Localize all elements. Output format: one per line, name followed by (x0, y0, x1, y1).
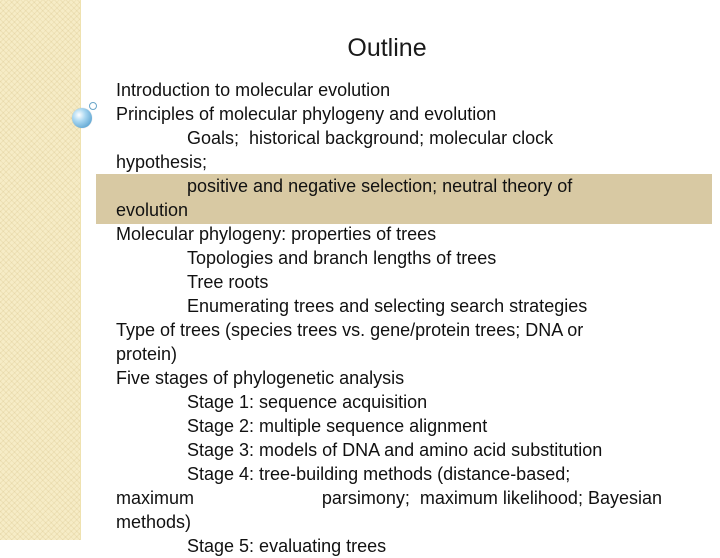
outline-list (116, 78, 662, 558)
outline-line: Principles of molecular phylogeny and evolution (116, 104, 497, 124)
outline-line: Stage 2: multiple sequence alignment (187, 416, 488, 436)
outline-line: Five stages of phylogenetic analysis (116, 368, 405, 388)
outline-line: positive and negative selection; neutral theory of (187, 176, 573, 196)
outline-line: Stage 4: tree-building methods (distance-based; (187, 464, 571, 484)
outline-line: evolution (116, 200, 189, 220)
outline-line-split (116, 486, 662, 510)
outline-line: Enumerating trees and selecting search strategies (187, 296, 588, 316)
outline-line: Type of trees (species trees vs. gene/protein trees; DNA or (116, 320, 584, 340)
outline-line: Tree roots (187, 272, 269, 292)
outline-line: protein) (116, 344, 178, 364)
outline-line: Molecular phylogeny: properties of trees (116, 224, 437, 244)
outline-line-part: maximum (116, 488, 195, 508)
outline-line-part: parsimony; maximum likelihood; Bayesian (321, 488, 662, 508)
outline-line: hypothesis; (116, 152, 208, 172)
slide-title: Outline (347, 34, 427, 62)
outline-line: methods) (116, 512, 192, 532)
outline-line: Stage 5: evaluating trees (187, 536, 387, 556)
small-bubble-icon (89, 102, 97, 110)
outline-line: Stage 1: sequence acquisition (187, 392, 428, 412)
outline-line: Stage 3: models of DNA and amino acid substitution (187, 440, 603, 460)
outline-line: Goals; historical background; molecular clock (187, 128, 554, 148)
left-decorative-band (0, 0, 81, 540)
outline-line: Topologies and branch lengths of trees (187, 248, 497, 268)
outline-line: Introduction to molecular evolution (116, 80, 391, 100)
bubble-bullet-icon (72, 108, 92, 128)
